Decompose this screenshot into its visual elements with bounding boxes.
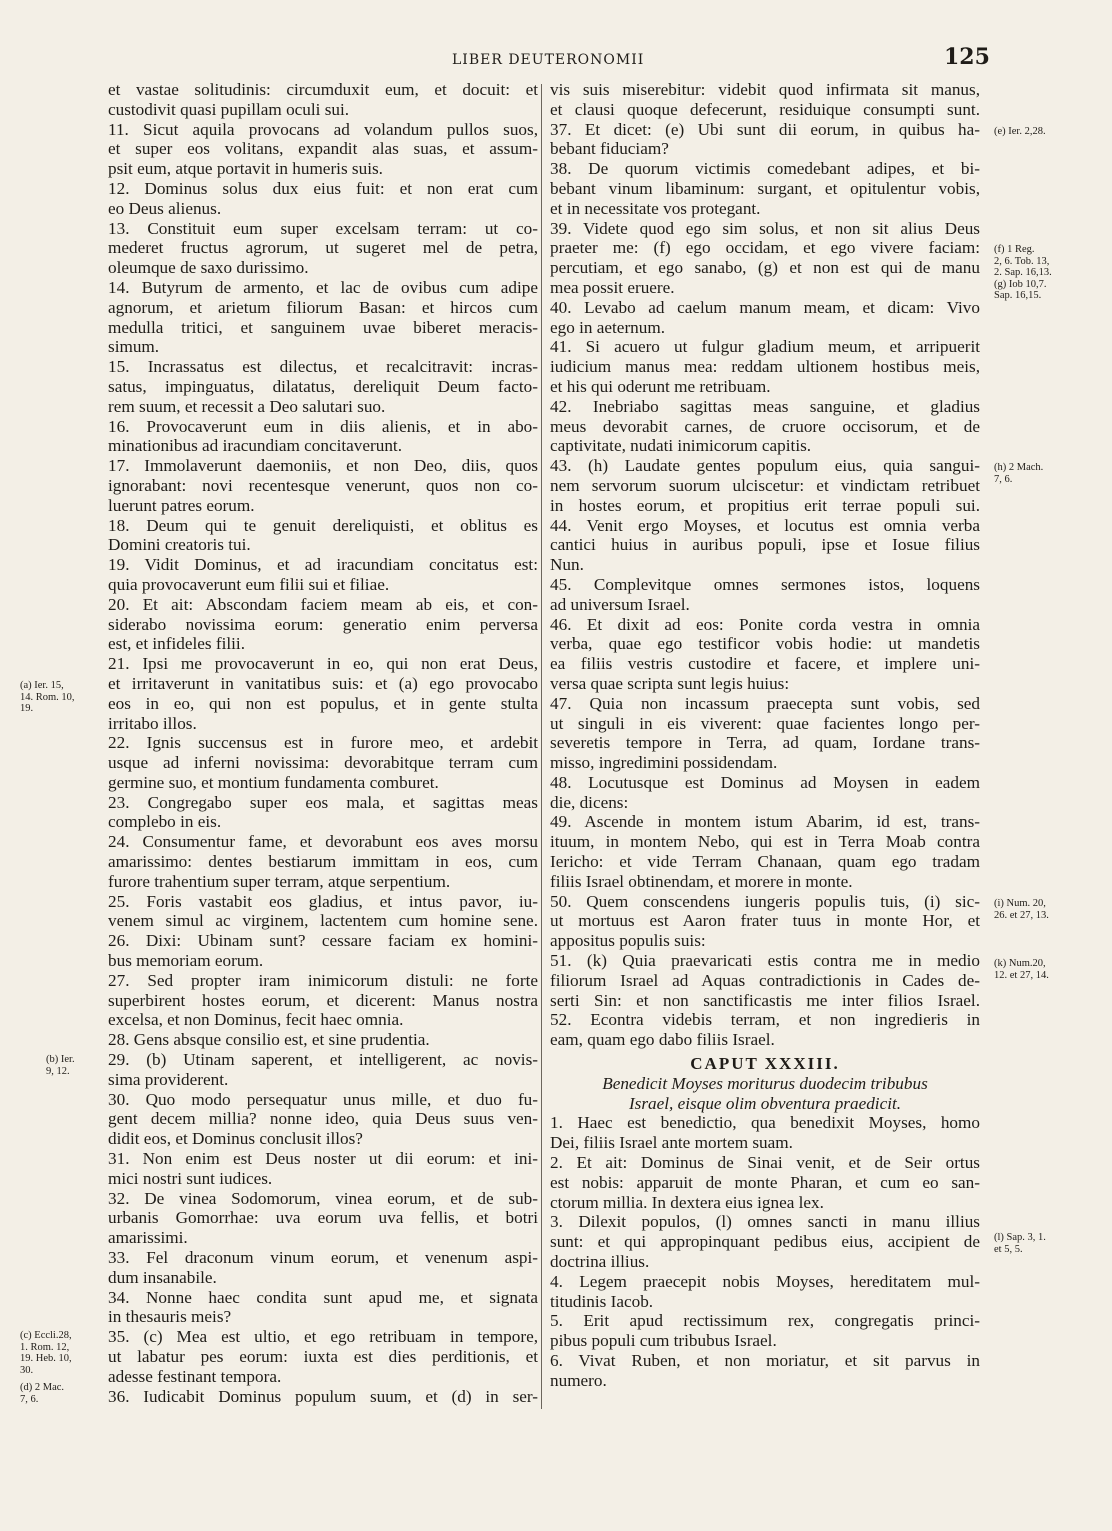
running-header: LIBER DEUTERONOMII — [452, 52, 645, 68]
text-line: verba, quae ego testificor vobis hodie: ut mandetis — [550, 634, 980, 654]
text-line: medulla tritici, et sanguinem uvae biberet meracis- — [108, 317, 538, 337]
text-line: 4. Legem praecepit nobis Moyses, hereditatem mul- — [550, 1271, 980, 1291]
text-line: ego in aeternum. — [550, 317, 666, 337]
text-line: 13. Constituit eum super excelsam terram: ut co- — [108, 218, 538, 238]
text-line: bebant vinum libaminum: surgant, et opitulentur vobis, — [550, 178, 980, 198]
text-line: et irritaverunt in vanitatibus suis: et (a) ego provocabo — [108, 673, 538, 693]
margin-note-k: (k) Num.20, 12. et 27, 14. — [994, 958, 1049, 981]
text-line: venem simul ac virginem, lactentem cum homine sene. — [108, 911, 538, 931]
text-line: siderabo novissima eorum: generatio enim perversa — [108, 614, 538, 634]
text-line: rem suum, et recessit a Deo salutari suo. — [108, 396, 386, 416]
text-line: Dei, filiis Israel ante mortem suam. — [550, 1133, 793, 1153]
text-line: Domini creatoris tui. — [108, 535, 251, 555]
text-line: 43. (h) Laudate gentes populum eius, quia sangui- — [550, 456, 980, 476]
column-divider — [541, 84, 542, 1409]
text-line: vis suis miserebitur: videbit quod infirmata sit manus, — [550, 80, 980, 99]
text-line: Iericho: et vide Terram Chanaan, quam ego tradam — [550, 852, 980, 872]
text-line: 17. Immolaverunt daemoniis, et non Deo, diis, quos — [108, 456, 538, 476]
text-line: eam, quam ego dabo filiis Israel. — [550, 1030, 775, 1050]
text-line: psit eum, atque portavit in humeris suis. — [108, 159, 383, 179]
text-line: 14. Butyrum de armento, et lac de ovibus cum adipe — [108, 277, 538, 297]
margin-note-l: (l) Sap. 3, 1. et 5, 5. — [994, 1232, 1046, 1255]
text-line: furore trahentium super terram, atque serpentium. — [108, 871, 451, 891]
text-line: 38. De quorum victimis comedebant adipes, et bi- — [550, 159, 980, 179]
chapter-summary-line: Israel, eisque olim obventura praedicit. — [628, 1093, 902, 1113]
margin-note-i: (i) Num. 20, 26. et 27, 13. — [994, 898, 1049, 921]
text-line: Nun. — [550, 555, 584, 575]
text-line: ut mortuus est Aaron frater tuus in monte Hor, et — [550, 911, 980, 931]
text-line: agnorum, et arietum filiorum Basan: et hircos cum — [108, 297, 538, 317]
text-line: versa quae scripta sunt legis huius: — [550, 673, 790, 693]
text-line: 47. Quia non incassum praecepta sunt vobis, sed — [550, 693, 980, 713]
text-line: iudicium manus mea: reddam ultionem hostibus meis, — [550, 357, 980, 377]
text-line: amarissimo: dentes bestiarum immittam in eos, cum — [108, 852, 538, 872]
text-line: in thesauris meis? — [108, 1307, 232, 1327]
text-line: eos in eo, qui non est populus, et in gente stulta — [108, 693, 538, 713]
text-line: custodivit quasi pupillam oculi sui. — [108, 99, 350, 119]
text-line: 18. Deum qui te genuit dereliquisti, et oblitus es — [108, 515, 538, 535]
text-line: cantici huius in auribus populi, ipse et Iosue filius — [550, 535, 980, 555]
margin-note-f-g: (f) 1 Reg. 2, 6. Tob. 13, 2. Sap. 16,13. (g) Iob 10,7. Sap. 16,15. — [994, 244, 1052, 301]
text-line: ut labatur pes eorum: iuxta est dies perditionis, et — [108, 1347, 538, 1366]
text-line: 33. Fel draconum vinum eorum, et venenum aspi- — [108, 1248, 538, 1268]
text-line: doctrina illius. — [550, 1252, 650, 1272]
text-line: 26. Dixi: Ubinam sunt? cessare faciam ex homini- — [108, 931, 538, 951]
text-line: excelsa, et non Dominus, fecit haec omnia. — [108, 1010, 404, 1030]
text-line: ad universum Israel. — [550, 594, 690, 614]
text-line: est nobis: apparuit de monte Pharan, et cum eo san- — [550, 1172, 980, 1192]
text-line: 45. Complevitque omnes sermones istos, loquens — [550, 574, 980, 594]
text-line: mea possit eruere. — [550, 277, 675, 297]
text-line: 6. Vivat Ruben, et non moriatur, et sit parvus in — [550, 1351, 980, 1370]
text-line: severetis tempore in Terra, ad quam, Iordane trans- — [550, 733, 980, 753]
text-line: misso, ingredimini possidendam. — [550, 753, 778, 773]
margin-note-e: (e) Ier. 2,28. — [994, 126, 1046, 137]
text-line: praeter me: (f) ego occidam, et ego vivere faciam: — [550, 238, 980, 258]
text-line: 15. Incrassatus est dilectus, et recalcitravit: incras- — [108, 357, 538, 377]
text-line: 25. Foris vastabit eos gladius, et intus pavor, iu- — [108, 891, 538, 911]
text-line: filiis Israel obtinendam, et morere in monte. — [550, 871, 853, 891]
text-line: superbirent hostes eorum, et dicerent: Manus nostra — [108, 990, 538, 1010]
text-line: sunt: et qui appropinquant pedibus eius, accipient de — [550, 1232, 980, 1252]
text-line: ituum, in montem Nebo, qui est in Terra Moab contra — [550, 832, 980, 852]
text-line: germine suo, et montium fundamenta comburet. — [108, 772, 439, 792]
text-line: die, dicens: — [550, 792, 629, 812]
text-line: 27. Sed propter iram inimicorum distuli: ne forte — [108, 970, 538, 990]
text-line: serti Sin: et non sanctificastis me inter filios Israel. — [550, 990, 980, 1010]
text-line: 48. Locutusque est Dominus ad Moysen in eadem — [550, 772, 980, 792]
text-line: ctorum millia. In dextera eius ignea lex. — [550, 1192, 824, 1212]
text-line: urbanis Gomorrhae: uva eorum uva fellis, et botri — [108, 1208, 538, 1228]
text-line: luerunt patres eorum. — [108, 495, 255, 515]
text-line: meus devorabit carnes, de cruore occisorum, et de — [550, 416, 980, 436]
text-line: 3. Dilexit populos, (l) omnes sancti in manu illius — [550, 1212, 980, 1232]
left-text-column — [108, 80, 538, 1406]
text-line: percutiam, et ego sanabo, (g) et non est qui de manu — [550, 258, 980, 278]
text-line: gent decem millia? nonne ideo, quia Deus suus ven- — [108, 1109, 538, 1129]
page-number: 125 — [944, 44, 990, 70]
text-line: ea filiis vestris custodire et facere, et implere uni- — [550, 654, 980, 674]
chapter-heading: CAPUT XXXIII. — [690, 1054, 840, 1074]
text-line: 34. Nonne haec condita sunt apud me, et signata — [108, 1287, 538, 1307]
text-line: adesse festinant tempora. — [108, 1366, 282, 1386]
margin-note-a: (a) Ier. 15, 14. Rom. 10, 19. — [20, 680, 75, 714]
text-line: captivitate, nudati inimicorum capitis. — [550, 436, 812, 456]
text-line: 41. Si acuero ut fulgur gladium meum, et arripuerit — [550, 337, 980, 357]
text-line: 30. Quo modo persequatur unus mille, et duo fu- — [108, 1089, 538, 1109]
margin-note-b: (b) Ier. 9, 12. — [46, 1054, 75, 1077]
text-line: 24. Consumentur fame, et devorabunt eos aves morsu — [108, 832, 538, 852]
text-line: sima providerent. — [108, 1069, 229, 1089]
text-line: 22. Ignis succensus est in furore meo, et ardebit — [108, 733, 538, 753]
text-line: bus memoriam eorum. — [108, 951, 264, 971]
text-line: didit eos, et Dominus conclusit illos? — [108, 1129, 363, 1149]
text-line: quia provocaverunt eum filii sui et filiae. — [108, 574, 390, 594]
text-line: 36. Iudicabit Dominus populum suum, et (d) in ser- — [108, 1386, 538, 1406]
text-line: 12. Dominus solus dux eius fuit: et non erat cum — [108, 178, 538, 198]
text-line: minationibus ad iracundiam concitaverunt. — [108, 436, 403, 456]
text-line: filiorum Israel ad Aquas contradictionis in Cades de- — [550, 970, 980, 990]
text-line: mederet fructus agrorum, ut sugeret mel de petra, — [108, 238, 538, 258]
text-line: 21. Ipsi me provocaverunt in eo, qui non erat Deus, — [108, 654, 538, 674]
text-line: 19. Vidit Dominus, et ad iracundiam concitatus est: — [108, 555, 538, 575]
text-line: 11. Sicut aquila provocans ad volandum pullos suos, — [108, 119, 538, 139]
text-line: ignorabant: novi recentesque venerunt, quos non co- — [108, 475, 538, 495]
text-line: 40. Levabo ad caelum manum meam, et dicam: Vivo — [550, 297, 980, 317]
text-line: eo Deus alienus. — [108, 198, 222, 218]
text-line: 37. Et dicet: (e) Ubi sunt dii eorum, in quibus ha- — [550, 119, 980, 139]
margin-note-c: (c) Eccli.28, 1. Rom. 12, 19. Heb. 10, 30. — [20, 1330, 72, 1376]
text-line: complebo in eis. — [108, 812, 222, 832]
text-line: 31. Non enim est Deus noster ut dii eorum: et ini- — [108, 1149, 538, 1169]
text-line: nem servorum suorum ulciscetur: et vindictam retribuet — [550, 475, 980, 495]
text-line: 46. Et dixit ad eos: Ponite corda vestra in omnia — [550, 614, 980, 634]
text-line: est, et infideles filii. — [108, 634, 245, 654]
text-line: oleumque de saxo durissimo. — [108, 258, 309, 278]
text-line: 29. (b) Utinam saperent, et intelligerent, ac novis- — [108, 1050, 538, 1070]
chapter-summary-line: Benedicit Moyses moriturus duodecim tribubus — [602, 1073, 928, 1093]
text-line: 1. Haec est benedictio, qua benedixit Moyses, homo — [550, 1113, 980, 1133]
text-line: 49. Ascende in montem istum Abarim, id est, trans- — [550, 812, 980, 832]
text-line: 5. Erit apud rectissimum rex, congregatis princi- — [550, 1311, 980, 1331]
text-line: usque ad inferni novissima: devorabitque terram cum — [108, 753, 538, 773]
text-line: et super eos volitans, expandit alas suas, et assum- — [108, 139, 538, 159]
text-line: et his qui oderunt me retribuam. — [550, 376, 771, 396]
text-line: et in necessitate vos protegant. — [550, 198, 761, 218]
text-line: appositus populis suis: — [550, 931, 706, 951]
text-line: titudinis Iacob. — [550, 1291, 654, 1311]
text-line: ut singuli in eis viverent: quae facientes longo per- — [550, 713, 980, 733]
text-line: 44. Venit ergo Moyses, et locutus est omnia verba — [550, 515, 980, 535]
text-line: 42. Inebriabo sagittas meas sanguine, et gladius — [550, 396, 980, 416]
text-line: 39. Videte quod ego sim solus, et non sit alius Deus — [550, 218, 980, 238]
text-line: dum insanabile. — [108, 1267, 217, 1287]
text-line: 35. (c) Mea est ultio, et ego retribuam in tempore, — [108, 1327, 538, 1347]
text-line: 52. Econtra videbis terram, et non ingredieris in — [550, 1010, 980, 1030]
text-line: 16. Provocaverunt eum in diis alienis, et in abo- — [108, 416, 538, 436]
text-line: et clausi quoque defecerunt, residuique consumpti sunt. — [550, 99, 980, 119]
text-line: et vastae solitudinis: circumduxit eum, et docuit: et — [108, 80, 538, 99]
text-line: 50. Quem conscendens iungeris populis tuis, (i) sic- — [550, 891, 980, 911]
text-line: bebant fiduciam? — [550, 139, 669, 159]
text-line: amarissimi. — [108, 1228, 188, 1248]
text-line: 28. Gens absque consilio est, et sine prudentia. — [108, 1030, 430, 1050]
text-line: 32. De vinea Sodomorum, vinea eorum, et de sub- — [108, 1188, 538, 1208]
text-line: simum. — [108, 337, 160, 357]
text-line: 2. Et ait: Dominus de Sinai venit, et de Seir ortus — [550, 1153, 980, 1173]
right-text-column — [550, 80, 980, 1391]
margin-note-d: (d) 2 Mac. 7, 6. — [20, 1382, 65, 1405]
text-line: in hostes eorum, et propitius erit terrae populi sui. — [550, 495, 980, 515]
text-line: 23. Congregabo super eos mala, et sagittas meas — [108, 792, 538, 812]
text-line: 51. (k) Quia praevaricati estis contra me in medio — [550, 951, 980, 971]
text-line: 20. Et ait: Abscondam faciem meam ab eis, et con- — [108, 594, 538, 614]
text-line: pibus populi cum tribubus Israel. — [550, 1331, 777, 1351]
text-line: mici nostri sunt iudices. — [108, 1168, 273, 1188]
margin-note-h: (h) 2 Mach. 7, 6. — [994, 462, 1044, 485]
text-line: irritabo illos. — [108, 713, 197, 733]
text-line: numero. — [550, 1370, 607, 1390]
text-line: satus, impinguatus, dilatatus, dereliquit Deum facto- — [108, 376, 538, 396]
